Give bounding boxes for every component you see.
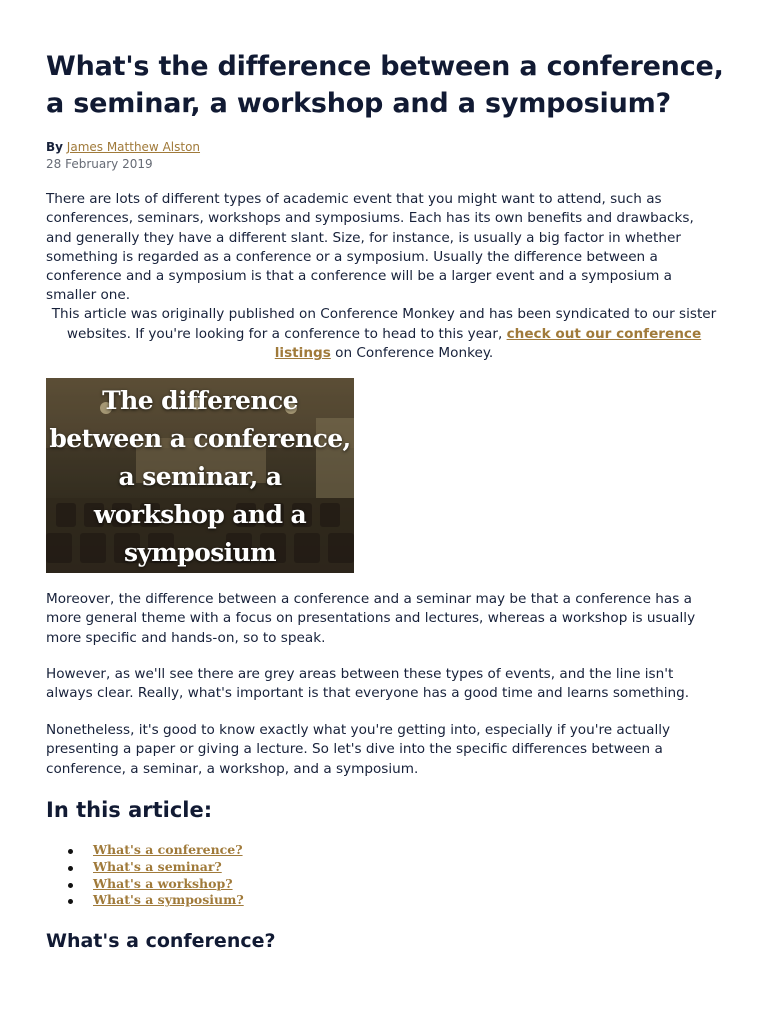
hero-line-5: symposium xyxy=(123,538,276,567)
hero-image xyxy=(46,378,354,573)
conference-listings-link[interactable]: check out our conference listings xyxy=(274,325,702,362)
syndication-note xyxy=(46,305,722,364)
page-title: What's the difference between a conference, a seminar, a workshop and a symposium? xyxy=(46,51,724,119)
bullet-icon xyxy=(68,849,73,854)
hero-line-4: workshop and a xyxy=(93,500,307,529)
toc-item xyxy=(68,876,244,893)
toc-heading: In this article: xyxy=(46,798,213,822)
paragraph-grey-areas: However, as we'll see there are grey areas between these types of events, and the line isn't always clear. Really, what's important is that everyone has a good time and learns something. xyxy=(46,666,690,702)
bullet-icon xyxy=(68,866,73,871)
byline-prefix: By xyxy=(46,140,63,154)
syndication-text-before: This article was originally published on Conference Monkey and has been syndicated to our sister websites. If you're looking for a conference to head to this year, xyxy=(51,306,717,342)
toc-link-seminar[interactable]: What's a seminar? xyxy=(93,858,222,874)
author-link[interactable]: James Matthew Alston xyxy=(66,140,201,154)
section-heading-conference: What's a conference? xyxy=(46,930,276,952)
syndication-text-after: on Conference Monkey. xyxy=(330,345,494,362)
bullet-icon xyxy=(68,899,73,904)
toc-item xyxy=(68,892,244,909)
paragraph-conference-vs-seminar: Moreover, the difference between a conference and a seminar may be that a conference has a more general theme with a focus on presentations and lectures, whereas a workshop is usually more specific and hands-on, so to speak. xyxy=(46,591,696,646)
table-of-contents xyxy=(68,842,244,909)
intro-paragraph: There are lots of different types of academic event that you might want to attend, such as conferences, seminars, workshops and symposiums. Each has its own benefits and drawbacks, and generally they have a different slant. Size, for instance, is usually a big factor in whether something is regarded as a conference or a symposium. Usually the difference between a conference and a symposium is that a conference will be a larger event and a symposium a smaller one. xyxy=(46,191,694,304)
hero-line-1: The difference xyxy=(102,386,298,415)
hero-line-3: a seminar, a xyxy=(118,462,282,491)
hero-image-caption xyxy=(46,382,354,572)
toc-link-workshop[interactable]: What's a workshop? xyxy=(93,875,233,891)
toc-link-conference[interactable]: What's a conference? xyxy=(93,842,243,857)
bullet-icon xyxy=(68,883,73,888)
publish-date: 28 February 2019 xyxy=(46,157,153,171)
toc-item xyxy=(68,859,244,876)
toc-item xyxy=(68,842,244,859)
toc-link-symposium[interactable]: What's a symposium? xyxy=(93,892,244,908)
hero-line-2: between a conference, xyxy=(49,424,351,453)
byline xyxy=(46,139,200,156)
paragraph-dive-in: Nonetheless, it's good to know exactly what you're getting into, especially if you're actually presenting a paper or giving a lecture. So let's dive into the specific differences between a conference, a seminar, a workshop, and a symposium. xyxy=(46,722,671,777)
